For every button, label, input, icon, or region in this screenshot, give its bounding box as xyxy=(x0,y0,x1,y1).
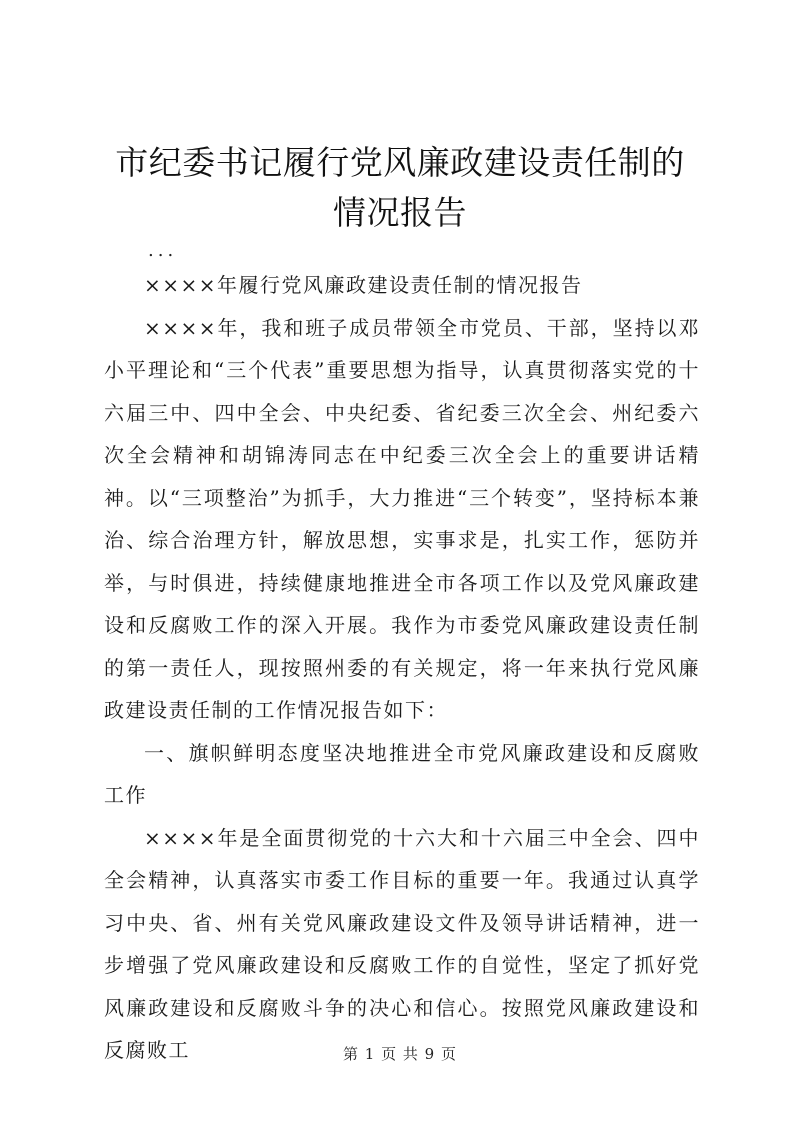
paragraph-intro: ××××年，我和班子成员带领全市党员、干部，坚持以邓小平理论和“三个代表”重要思想为指导，认真贯彻落实党的十六届三中、四中全会、中央纪委、省纪委三次全会、州纪委六次全会精神和胡锦涛同志在中纪委三次全会上的重要讲话精神。以“三项整治”为抓手，大力推进“三个转变”，坚持标本兼治、综合治理方针，解放思想，实事求是，扎实工作，惩防并举，与时俱进，持续健康地推进全市各项工作以及党风廉政建设和反腐败工作的深入开展。我作为市委党风廉政建设责任制的第一责任人，现按照州委的有关规定，将一年来执行党风廉政建设责任制的工作情况报告如下： xyxy=(104,315,700,722)
ellipsis-marker: ... xyxy=(148,240,178,261)
document-body xyxy=(104,264,700,1072)
paragraph-section-one-body: ××××年是全面贯彻党的十六大和十六届三中全会、四中全会精神，认真落实市委工作目标的重要一年。我通过认真学习中央、省、州有关党风廉政建设文件及领导讲话精神，进一步增强了党风廉政建设和反腐败工作的自觉性，坚定了抓好党风廉政建设和反腐败斗争的决心和信心。按照党风廉政建设和反腐败工 xyxy=(104,825,700,1062)
paragraph-section-one-heading: 一、旗帜鲜明态度坚决地推进全市党风廉政建设和反腐败工作 xyxy=(104,740,700,807)
paragraph-report-heading: ××××年履行党风廉政建设责任制的情况报告 xyxy=(144,273,583,297)
page-number-footer: 第 1 页 共 9 页 xyxy=(343,1045,457,1063)
document-title: 市纪委书记履行党风廉政建设责任制的情况报告 xyxy=(115,143,685,232)
